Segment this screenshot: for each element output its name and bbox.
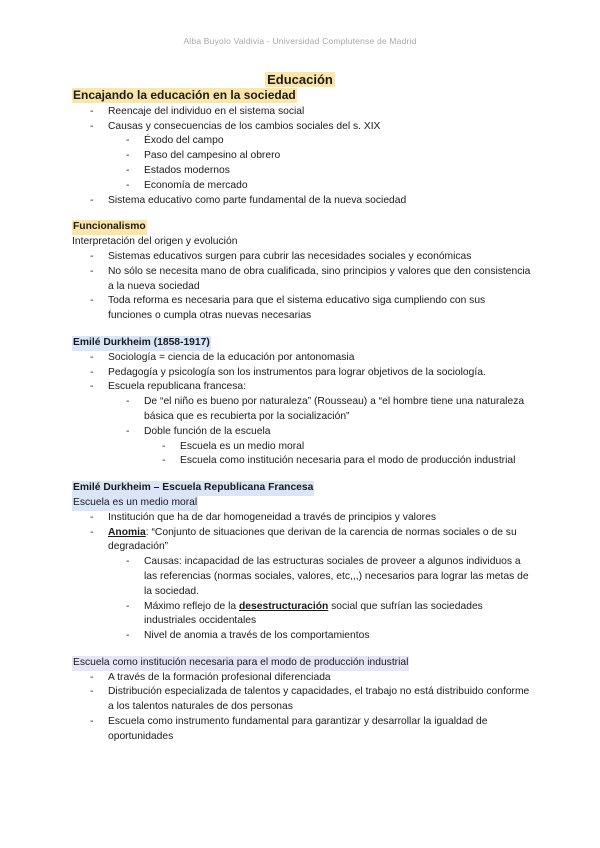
list-item: - Paso del campesino al obrero xyxy=(72,149,532,164)
list-item: - Distribución especializada de talentos y capacidades, el trabajo no está distribuido conforme a los talentos naturales de dos personas xyxy=(72,685,532,715)
list-encajando xyxy=(72,105,532,209)
section-durkheim xyxy=(72,336,532,469)
list-item: - Escuela como instrumento fundamental para garantizar y desarrollar la igualdad de oportunidades xyxy=(72,715,532,745)
page-header: Alba Buyolo Valdivia - Universidad Complutense de Madrid xyxy=(183,36,417,46)
section-intro: Interpretación del origen y evolución xyxy=(72,236,238,248)
list-item: - Estados modernos xyxy=(72,164,532,179)
list-item: - A través de la formación profesional diferenciada xyxy=(72,671,532,686)
maximo-pre: Máximo reflejo de la xyxy=(144,600,239,612)
list-item: - Pedagogía y psicología son los instrumentos para lograr objetivos de la sociología. xyxy=(72,366,532,381)
section-produccion-industrial xyxy=(72,656,532,745)
section-heading-encajando: Encajando la educación en la sociedad xyxy=(73,88,296,102)
list-item: - No sólo se necesita mano de obra cualificada, sino principios y valores que den consistencia a la nueva sociedad xyxy=(72,265,532,295)
document-body xyxy=(72,88,532,745)
section-funcionalismo xyxy=(72,220,532,324)
list-item-anomia xyxy=(72,526,532,556)
page-title xyxy=(0,72,600,87)
list-item: - Reencaje del individuo en el sistema social xyxy=(72,105,532,120)
section-heading-durkheim: Emilé Durkheim (1858-1917) xyxy=(72,336,211,351)
section-encajando xyxy=(72,88,532,208)
list-item: - Economía de mercado xyxy=(72,179,532,194)
list-produccion-industrial xyxy=(72,671,532,745)
list-item: - De “el niño es bueno por naturaleza” (Rousseau) a “el hombre tiene una naturaleza básica que es recubierta por la socialización” xyxy=(72,395,532,425)
list-escuela-republicana xyxy=(72,511,532,644)
list-item-maximo xyxy=(72,600,532,630)
list-item: - Escuela es un medio moral xyxy=(72,440,532,455)
desestructuracion-term: desestructuración xyxy=(239,600,329,612)
anomia-term: Anomia xyxy=(108,526,146,538)
section-heading-escuela-republicana: Emilé Durkheim – Escuela Republicana Francesa xyxy=(72,481,314,496)
list-item: - Escuela republicana francesa: xyxy=(72,380,532,395)
list-item: - Causas y consecuencias de los cambios sociales del s. XIX xyxy=(72,120,532,135)
anomia-definition: : “Conjunto de situaciones que derivan de la carencia de normas sociales o de su degradación” xyxy=(108,526,517,553)
page-title-text: Educación xyxy=(267,72,333,87)
list-item: - Causas: incapacidad de las estructuras sociales de proveer a algunos individuos a las referencias (normas sociales, valores, etc,,,) necesarios para lograr las metas de la sociedad. xyxy=(72,555,532,599)
list-durkheim xyxy=(72,351,532,469)
list-item: - Nivel de anomia a través de los comportamientos xyxy=(72,629,532,644)
list-funcionalismo xyxy=(72,250,532,324)
list-item: - Éxodo del campo xyxy=(72,134,532,149)
list-item: - Doble función de la escuela xyxy=(72,425,532,440)
list-item: - Sociología = ciencia de la educación por antonomasia xyxy=(72,351,532,366)
list-item: - Institución que ha de dar homogeneidad a través de principios y valores xyxy=(72,511,532,526)
section-heading-produccion-industrial: Escuela como institución necesaria para el modo de producción industrial xyxy=(72,656,409,671)
section-heading-funcionalismo: Funcionalismo xyxy=(72,220,147,235)
list-item: - Sistemas educativos surgen para cubrir las necesidades sociales y económicas xyxy=(72,250,532,265)
maximo-post: social que sufrían las sociedades industriales occidentales xyxy=(144,600,483,627)
section-subheading-medio-moral: Escuela es un medio moral xyxy=(72,496,198,511)
list-item: - Sistema educativo como parte fundamental de la nueva sociedad xyxy=(72,194,532,209)
list-item: - Escuela como institución necesaria para el modo de producción industrial xyxy=(72,454,532,469)
section-escuela-republicana xyxy=(72,481,532,644)
list-item: - Toda reforma es necesaria para que el sistema educativo siga cumpliendo con sus funciones o cumpla otras nuevas necesarias xyxy=(72,294,532,324)
